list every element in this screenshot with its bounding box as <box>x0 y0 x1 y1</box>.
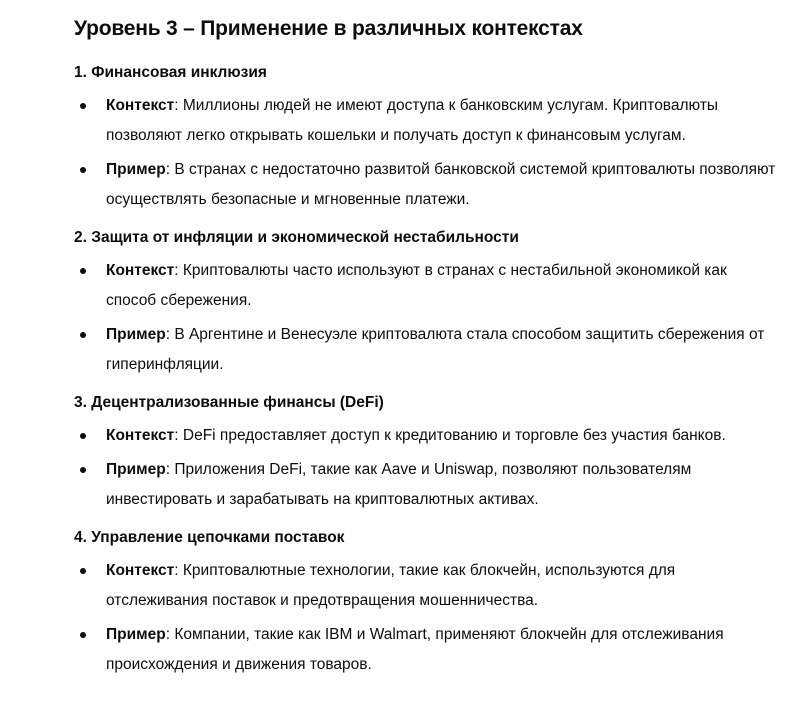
bullet-icon <box>80 167 86 173</box>
item-text: : В странах с недостаточно развитой банковской системой криптовалюты позволяют осуществлять безопасные и мгновенные платежи. <box>106 161 776 208</box>
list-item <box>74 91 780 151</box>
list-item <box>74 155 780 215</box>
item-label: Контекст <box>106 262 175 279</box>
item-text: : Компании, такие как IBM и Walmart, применяют блокчейн для отслеживания происхождения и движения товаров. <box>106 626 724 673</box>
bullet-icon <box>80 467 86 473</box>
section-supply-chain <box>74 527 780 680</box>
bullet-list <box>74 556 780 680</box>
item-text: : Криптовалютные технологии, такие как блокчейн, используются для отслеживания поставок и предотвращения мошенничества. <box>106 562 676 609</box>
bullet-icon <box>80 103 86 109</box>
list-item <box>74 455 780 515</box>
section-heading: 2. Защита от инфляции и экономической нестабильности <box>74 229 519 246</box>
section-defi <box>74 392 780 515</box>
item-text: : DeFi предоставляет доступ к кредитованию и торговле без участия банков. <box>174 427 726 444</box>
list-item <box>74 256 780 316</box>
item-label: Пример <box>106 161 166 178</box>
list-item <box>74 556 780 616</box>
list-item <box>74 320 780 380</box>
bullet-icon <box>80 568 86 574</box>
bullet-list <box>74 91 780 215</box>
item-label: Контекст <box>106 427 175 444</box>
page-title: Уровень 3 – Применение в различных контекстах <box>74 17 583 40</box>
bullet-icon <box>80 632 86 638</box>
item-label: Контекст <box>106 562 175 579</box>
section-financial-inclusion <box>74 62 780 215</box>
item-label: Пример <box>106 626 166 643</box>
item-text: : Криптовалюты часто используют в странах с нестабильной экономикой как способ сбережения. <box>106 262 727 309</box>
bullet-icon <box>80 332 86 338</box>
item-text: : Приложения DeFi, такие как Aave и Uniswap, позволяют пользователям инвестировать и зарабатывать на криптовалютных активах. <box>106 461 692 508</box>
bullet-list <box>74 256 780 380</box>
list-item <box>74 620 780 680</box>
item-label: Пример <box>106 326 166 343</box>
bullet-list <box>74 421 780 515</box>
item-label: Контекст <box>106 97 175 114</box>
section-heading: 1. Финансовая инклюзия <box>74 64 267 81</box>
list-item <box>74 421 780 451</box>
section-inflation-protection <box>74 227 780 380</box>
section-heading: 3. Децентрализованные финансы (DeFi) <box>74 394 384 411</box>
bullet-icon <box>80 433 86 439</box>
item-text: : Миллионы людей не имеют доступа к банковским услугам. Криптовалюты позволяют легко открывать кошельки и получать доступ к финансовым услугам. <box>106 97 719 144</box>
item-label: Пример <box>106 461 166 478</box>
item-text: : В Аргентине и Венесуэле криптовалюта стала способом защитить сбережения от гиперинфляции. <box>106 326 765 373</box>
section-heading: 4. Управление цепочками поставок <box>74 529 345 546</box>
bullet-icon <box>80 268 86 274</box>
